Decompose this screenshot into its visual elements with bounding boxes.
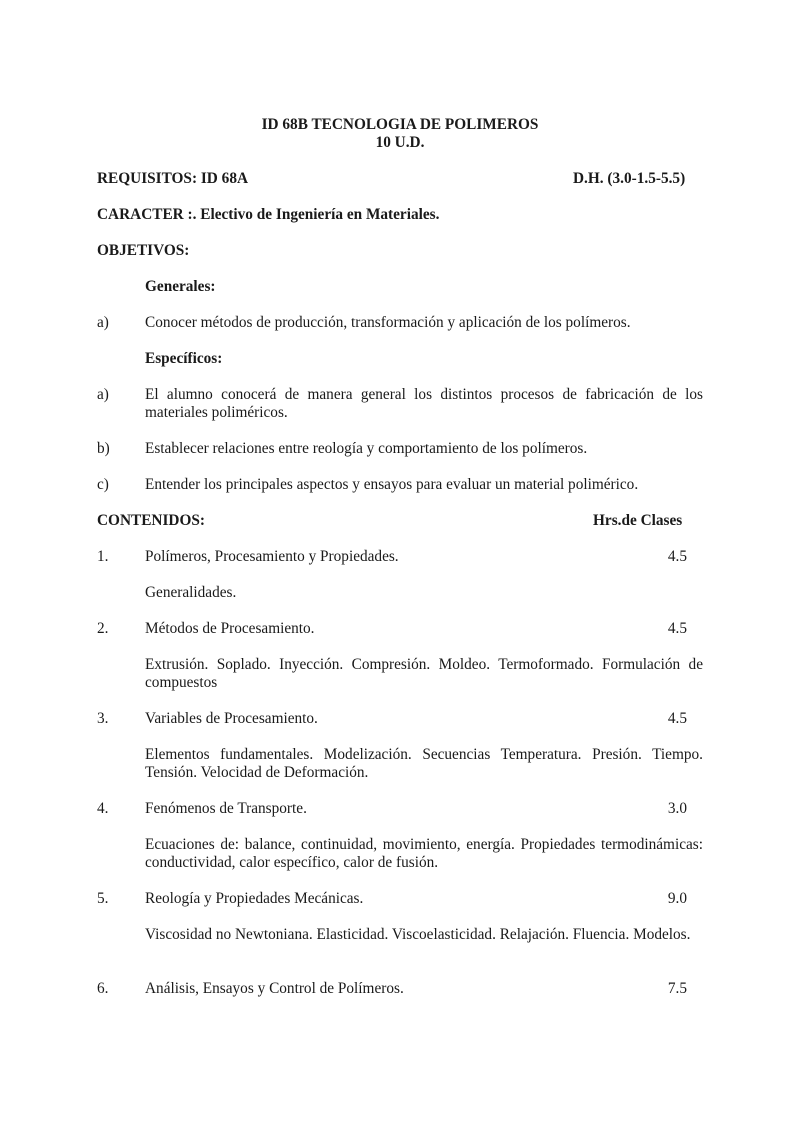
content-item-number: 4. [97,800,109,817]
list-item-label: a) [97,386,109,403]
list-item-text: Establecer relaciones entre reología y comportamiento de los polímeros. [145,440,588,457]
content-item-detail: Extrusión. Soplado. Inyección. Compresión. Moldeo. Termoformado. Formulación de compuestos [145,656,703,691]
course-units: 10 U.D. [375,134,425,151]
content-item-number: 5. [97,890,109,907]
list-item-text: El alumno conocerá de manera general los distintos procesos de fabricación de los materiales poliméricos. [145,386,703,421]
contenidos-heading: CONTENIDOS: [97,512,205,529]
dh-hours: D.H. (3.0-1.5-5.5) [573,170,686,187]
content-item-number: 3. [97,710,109,727]
content-item-number: 2. [97,620,109,637]
content-item-detail: Ecuaciones de: balance, continuidad, movimiento, energía. Propiedades termodinámicas: conductividad, calor específico, calor de fusión. [145,836,703,871]
content-item-detail: Generalidades. [145,584,237,601]
content-item-hours: 3.0 [667,800,687,817]
content-item-title: Fenómenos de Transporte. [145,800,307,817]
content-item-title: Métodos de Procesamiento. [145,620,315,637]
content-item-number: 1. [97,548,109,565]
list-item-text: Entender los principales aspectos y ensayos para evaluar un material polimérico. [145,476,639,493]
content-item-detail: Elementos fundamentales. Modelización. Secuencias Temperatura. Presión. Tiempo. Tensión. Velocidad de Deformación. [145,746,703,781]
especificos-heading: Específicos: [145,350,223,367]
list-item-label: c) [97,476,109,493]
list-item-label: b) [97,440,110,457]
generales-heading: Generales: [145,278,216,295]
content-item-hours: 4.5 [667,620,687,637]
list-item-text: Conocer métodos de producción, transformación y aplicación de los polímeros. [145,314,631,331]
content-item-number: 6. [97,980,109,997]
content-item-detail: Viscosidad no Newtoniana. Elasticidad. Viscoelasticidad. Relajación. Fluencia. Modelos. [145,926,691,943]
content-item-title: Reología y Propiedades Mecánicas. [145,890,364,907]
content-item-title: Variables de Procesamiento. [145,710,318,727]
requisitos: REQUISITOS: ID 68A [97,170,249,187]
content-item-hours: 9.0 [667,890,687,907]
objetivos-heading: OBJETIVOS: [97,242,190,259]
course-title: ID 68B TECNOLOGIA DE POLIMEROS [261,116,539,133]
hours-heading: Hrs.de Clases [593,512,683,529]
list-item-label: a) [97,314,109,331]
content-item-hours: 4.5 [667,710,687,727]
content-item-title: Análisis, Ensayos y Control de Polímeros. [145,980,404,997]
content-item-title: Polímeros, Procesamiento y Propiedades. [145,548,399,565]
caracter: CARACTER :. Electivo de Ingeniería en Materiales. [97,206,440,223]
content-item-hours: 7.5 [667,980,687,997]
content-item-hours: 4.5 [667,548,687,565]
